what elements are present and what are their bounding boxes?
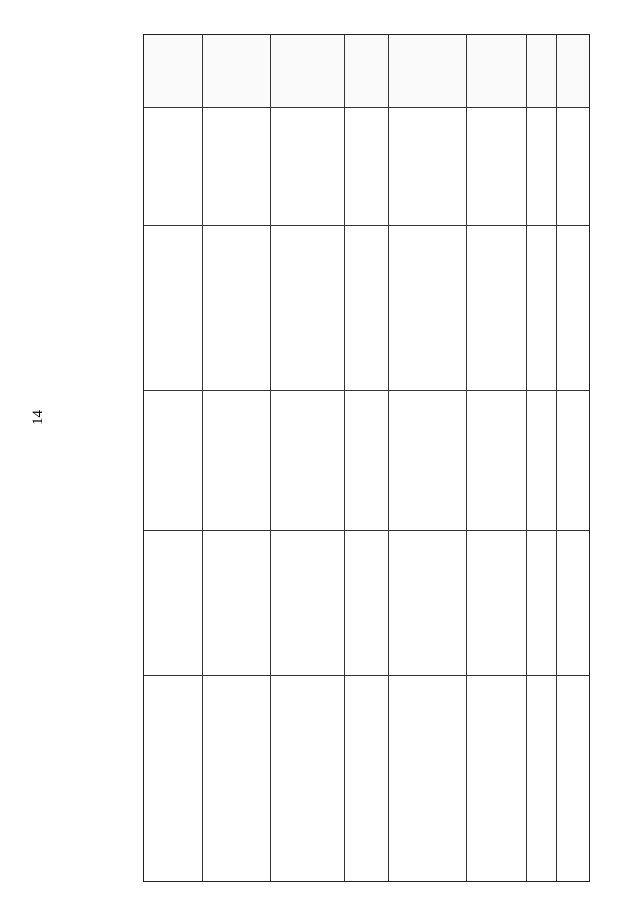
row-divider [144,225,589,226]
row-divider [144,390,589,391]
table-header-row [144,35,589,107]
column-divider [202,35,203,881]
column-divider [270,35,271,881]
header-row-divider [144,107,589,108]
row-divider [144,530,589,531]
column-divider [344,35,345,881]
column-divider [466,35,467,881]
column-divider [388,35,389,881]
data-table [143,34,590,882]
row-divider [144,675,589,676]
column-divider [556,35,557,881]
page-number: 14 [30,410,46,425]
column-divider [526,35,527,881]
